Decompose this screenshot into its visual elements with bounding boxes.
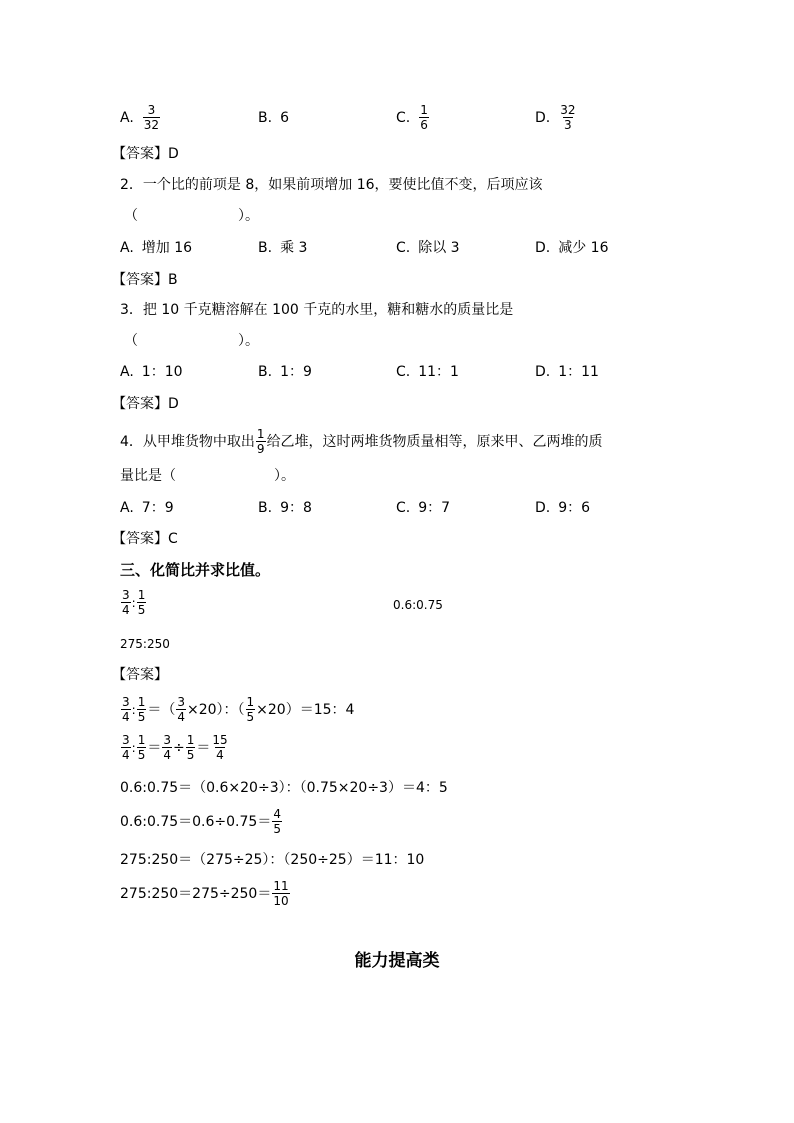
- option-text: 6: [280, 110, 289, 126]
- q2-option-c: C. 除以 3: [396, 240, 460, 256]
- solution-4: 0.6:0.75＝0.6÷0.75＝ $\frac{4}{5}$: [120, 807, 281, 836]
- q3-answer: 【答案】D: [112, 396, 179, 412]
- q4-option-b: B. 9：8: [258, 500, 312, 516]
- q1-option-a: [120, 104, 161, 131]
- fraction: $\frac{1}{9}$: [256, 427, 265, 456]
- q1-option-d: [535, 104, 578, 131]
- q3-option-c: C. 11：1: [396, 364, 459, 380]
- q2-blank: （ ）。: [124, 208, 259, 224]
- solution-5: 275:250＝（275÷25）：（250÷25）＝11：10: [120, 852, 425, 868]
- solution-3: 0.6:0.75＝（0.6×20÷3）：（0.75×20÷3）＝4：5: [120, 780, 448, 796]
- q1-option-c: [396, 104, 430, 131]
- q1-option-b: [258, 108, 289, 128]
- q4-option-c: C. 9：7: [396, 500, 451, 516]
- q4-stem-line2: 量比是（ ）。: [120, 468, 295, 484]
- q2-option-d: D. 减少 16: [535, 240, 609, 256]
- problem-2: 0.6:0.75: [393, 598, 443, 612]
- solution-1: $\frac{3}{4}$ : $\frac{1}{5}$ ＝（ $\frac{3}{4}$ ×20）：（ $\frac{1}{5}$ ×20）＝15：4: [122, 695, 355, 724]
- q3-option-a: A. 1：10: [120, 364, 183, 380]
- fraction: $\frac{3}{32}$: [143, 103, 160, 132]
- section-title: 能力提高类: [354, 951, 440, 971]
- problem-1: $\frac{3}{4}$ : $\frac{1}{5}$: [122, 588, 146, 617]
- q2-answer: 【答案】B: [112, 272, 178, 288]
- option-label: A.: [120, 109, 134, 126]
- section-heading: 三、化简比并求比值。: [120, 561, 271, 579]
- problem-3: 275:250: [120, 637, 170, 651]
- solution-2: $\frac{3}{4}$ : $\frac{1}{5}$ ＝ $\frac{3}{4}$ ÷ $\frac{1}{5}$ ＝ $\frac{15}{4}$: [122, 733, 228, 762]
- q4-answer: 【答案】C: [112, 531, 178, 547]
- q2-option-b: B. 乘 3: [258, 240, 308, 256]
- option-label: B.: [258, 110, 273, 126]
- q1-answer: 【答案】D: [112, 146, 179, 162]
- q3-blank: （ ）。: [124, 333, 259, 349]
- q3-stem: 3．把 10 千克糖溶解在 100 千克的水里，糖和糖水的质量比是: [120, 302, 514, 318]
- fraction: $\frac{32}{3}$: [560, 103, 576, 132]
- q4-option-d: D. 9：6: [535, 500, 591, 516]
- fraction: $\frac{1}{6}$: [420, 103, 428, 132]
- q4-stem: 4．从甲堆货物中取出 $\frac{1}{9}$ 给乙堆，这时两堆货物质量相等，原来甲、乙两堆的质: [120, 427, 603, 456]
- option-label: D.: [535, 109, 551, 126]
- solution-6: 275:250＝275÷250＝ $\frac{11}{10}$: [120, 879, 289, 908]
- section-answer-label: 【答案】: [112, 667, 168, 683]
- option-label: C.: [396, 109, 411, 126]
- q3-option-b: B. 1：9: [258, 364, 312, 380]
- q2-option-a: A. 增加 16: [120, 240, 193, 256]
- q2-stem: 2．一个比的前项是 8，如果前项增加 16，要使比值不变，后项应该: [120, 177, 543, 193]
- q3-option-d: D. 1：11: [535, 364, 599, 380]
- q4-option-a: A. 7：9: [120, 500, 174, 516]
